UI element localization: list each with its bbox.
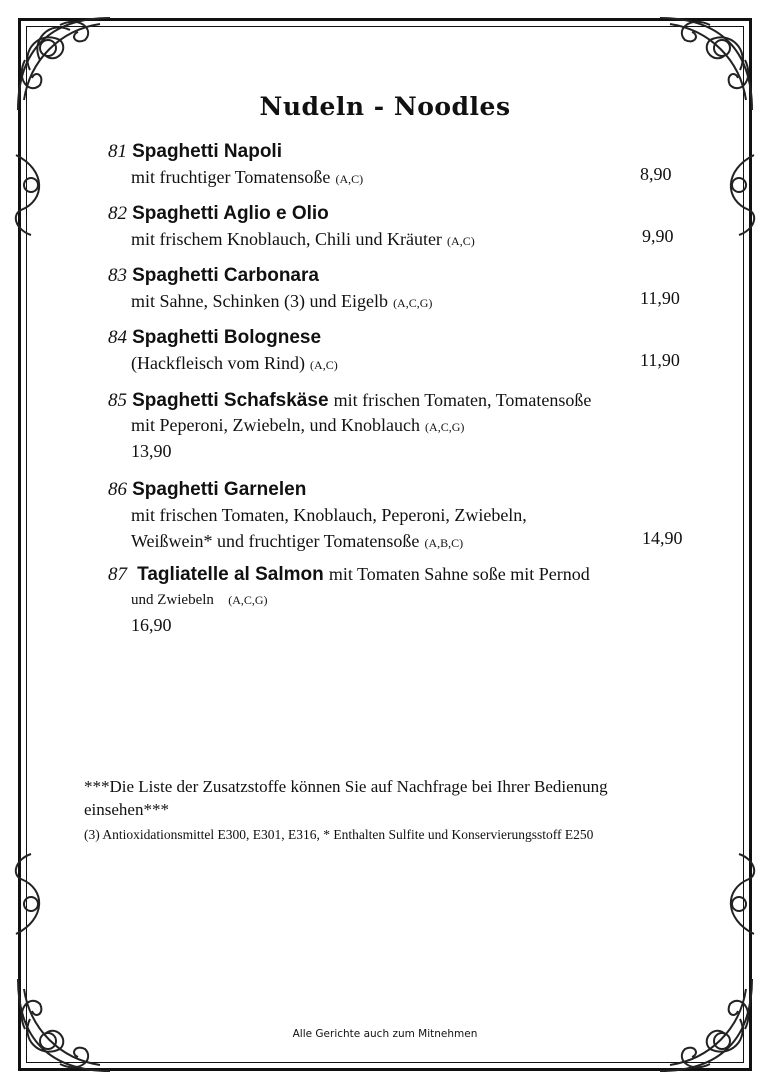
item-name: Spaghetti Garnelen bbox=[132, 479, 307, 500]
item-price: 16,90 bbox=[131, 615, 172, 635]
item-name: Tagliatelle al Salmon bbox=[137, 564, 324, 585]
item-description: mit Sahne, Schinken (3) und Eigelb bbox=[131, 291, 388, 311]
page-title: Nudeln - Noodles bbox=[259, 92, 511, 121]
takeaway-note: Alle Gerichte auch zum Mitnehmen bbox=[292, 1028, 478, 1040]
item-price: 11,90 bbox=[640, 288, 680, 308]
item-name: Spaghetti Carbonara bbox=[132, 265, 319, 286]
menu-item bbox=[108, 326, 708, 376]
item-number: 84 bbox=[108, 327, 127, 348]
additives-details: (3) Antioxidationsmittel E300, E301, E316, * Enthalten Sulfite und Konservierungsstoff E250 bbox=[84, 827, 594, 842]
item-description: mit fruchtiger Tomatensoße bbox=[131, 167, 331, 187]
item-price: 8,90 bbox=[640, 164, 672, 184]
menu-item bbox=[108, 478, 708, 554]
side-ornament-icon bbox=[6, 150, 66, 240]
menu-item bbox=[108, 264, 708, 314]
side-ornament-icon bbox=[6, 849, 66, 939]
menu-item bbox=[108, 388, 708, 464]
item-allergens: (A,C) bbox=[335, 172, 364, 186]
item-description-inline: mit frischen Tomaten, Tomatensoße bbox=[333, 390, 592, 410]
menu-item bbox=[108, 562, 708, 638]
item-description-inline: mit Tomaten Sahne soße mit Pernod bbox=[328, 564, 590, 584]
item-name: Spaghetti Aglio e Olio bbox=[132, 203, 329, 224]
item-description: mit frischen Tomaten, Knoblauch, Peperoni, Zwiebeln, bbox=[131, 505, 527, 525]
menu-item bbox=[108, 202, 708, 252]
item-price: 9,90 bbox=[642, 226, 674, 246]
item-description: (Hackfleisch vom Rind) bbox=[131, 353, 305, 373]
item-allergens: (A,C,G) bbox=[393, 296, 433, 310]
item-number: 82 bbox=[108, 203, 127, 224]
item-description: mit Peperoni, Zwiebeln, und Knoblauch bbox=[131, 415, 420, 435]
item-number: 87 bbox=[108, 564, 127, 585]
item-allergens: (A,C,G) bbox=[228, 593, 268, 607]
item-number: 85 bbox=[108, 390, 127, 411]
additives-note: ***Die Liste der Zusatzstoffe können Sie auf Nachfrage bei Ihrer Bedienung einsehen*** bbox=[84, 777, 608, 819]
item-allergens: (A,C) bbox=[447, 234, 475, 248]
item-name: Spaghetti Schafskäse bbox=[132, 390, 329, 411]
item-name: Spaghetti Bolognese bbox=[132, 327, 322, 348]
item-allergens: (A,C) bbox=[310, 358, 338, 372]
side-ornament-icon bbox=[704, 849, 764, 939]
menu-item bbox=[108, 140, 708, 190]
item-number: 86 bbox=[108, 479, 127, 500]
corner-ornament-icon bbox=[10, 969, 120, 1079]
item-description: und Zwiebeln bbox=[131, 592, 214, 608]
item-price: 14,90 bbox=[642, 528, 683, 548]
item-number: 81 bbox=[108, 141, 127, 162]
item-allergens: (A,B,C) bbox=[424, 536, 464, 550]
item-description: mit frischem Knoblauch, Chili und Kräuter bbox=[131, 229, 442, 249]
item-name: Spaghetti Napoli bbox=[132, 141, 282, 162]
corner-ornament-icon bbox=[650, 969, 760, 1079]
item-price: 11,90 bbox=[640, 350, 680, 370]
item-description-cont: Weißwein* und fruchtiger Tomatensoße bbox=[131, 531, 420, 551]
side-ornament-icon bbox=[704, 150, 764, 240]
item-price: 13,90 bbox=[131, 441, 172, 461]
item-number: 83 bbox=[108, 265, 127, 286]
item-allergens: (A,C,G) bbox=[425, 420, 465, 434]
